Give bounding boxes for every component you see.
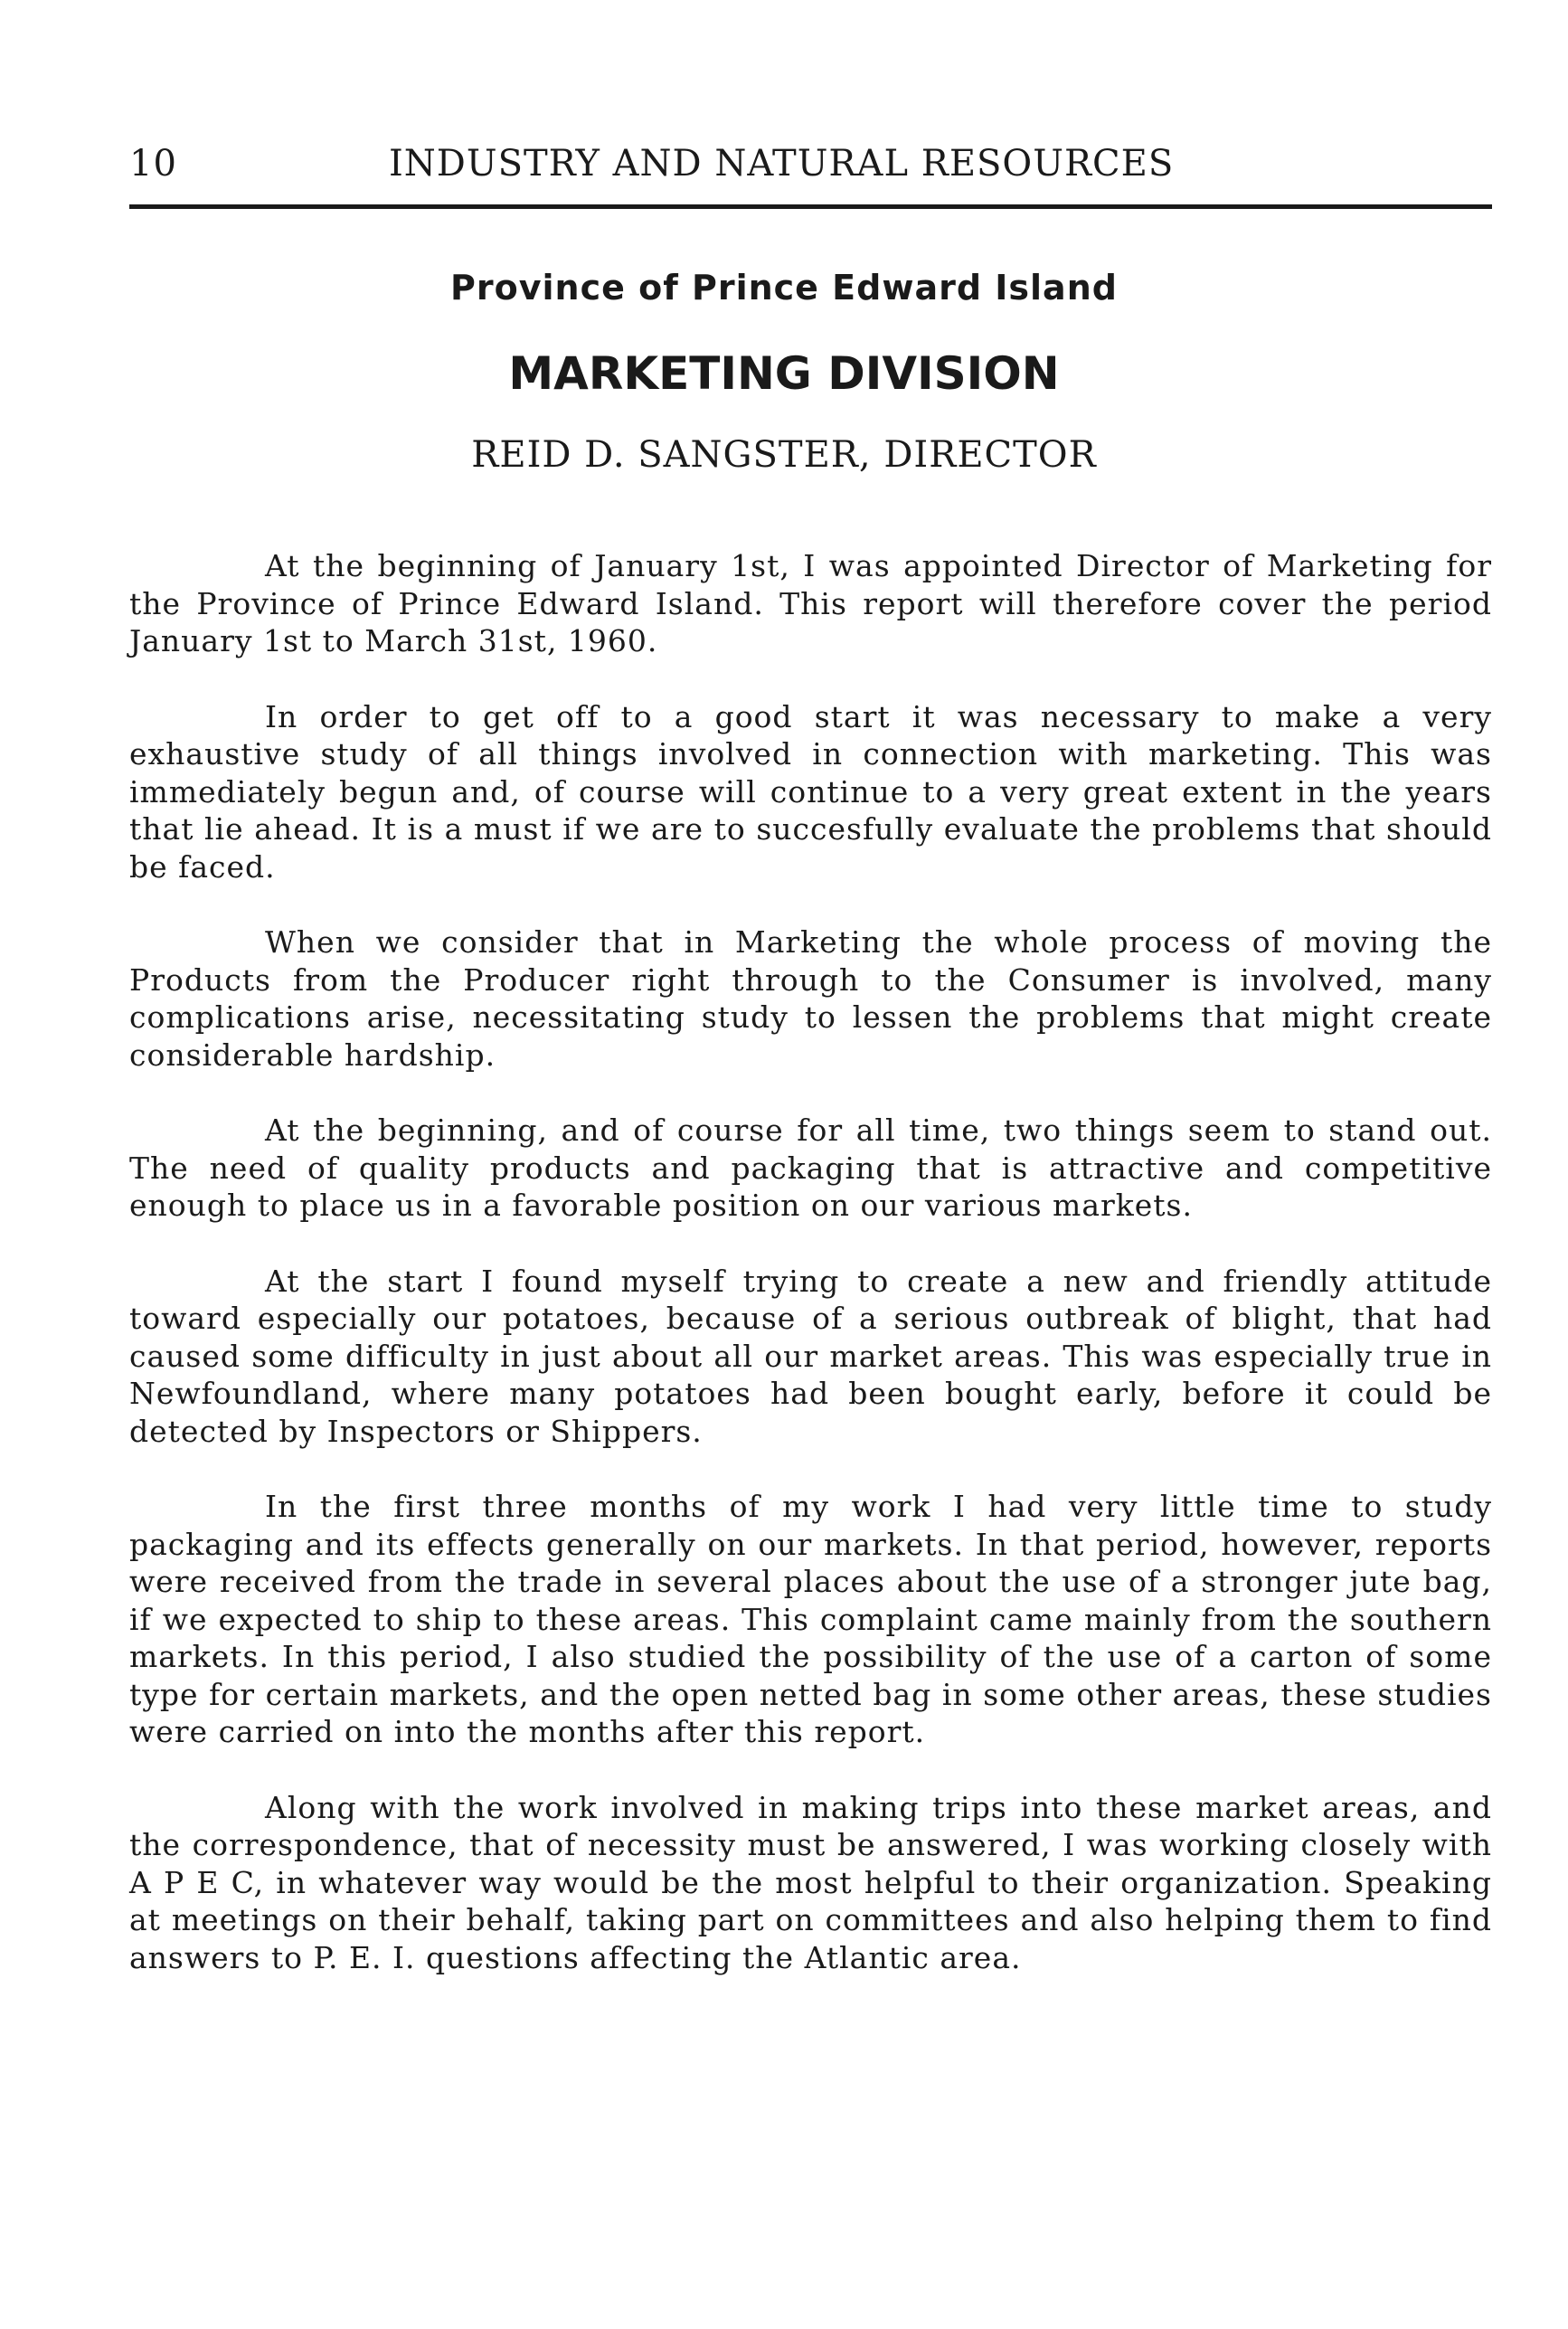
director-line: REID D. SANGSTER, DIRECTOR (471, 434, 1097, 476)
header-rule (129, 204, 1492, 209)
paragraph: In the first three months of my work I had very little time to study packaging and its effects generally on our markets. In that period, however, reports were received from the trade in several places about the use of a stronger jute bag, if we expected to ship to these areas. This complaint came mainly from the southern markets. In this period, I also studied the possibility of the use of a carton of some type for certain markets, and the open netted bag in some other areas, these studies were carried on into the months after this report. (129, 1489, 1492, 1749)
paragraph: Along with the work involved in making trips into these market areas, and the correspondence, that of necessity must be answered, I was working closely with A P E C, in whatever way would be the most helpful to their organization. Speaking at meetings on their behalf, taking part on committees and also helping them to find answers to P. E. I. questions affecting the Atlantic area. (129, 1789, 1492, 1975)
report-body (129, 547, 1492, 2014)
province-heading: Province of Prince Edward Island (450, 268, 1118, 308)
running-head: INDUSTRY AND NATURAL RESOURCES (389, 143, 1175, 185)
paragraph: When we consider that in Marketing the whole process of moving the Products from the Producer right through to the Consumer is involved, many complications arise, necessitating study to lessen the problems that might create considerable hardship. (129, 924, 1492, 1073)
paragraph: At the beginning, and of course for all time, two things seem to stand out. The need of quality products and packaging that is attractive and competitive enough to place us in a favorable position on our various markets. (129, 1112, 1492, 1223)
paragraph: In order to get off to a good start it was necessary to make a very exhaustive study of all things involved in connection with marketing. This was immediately begun and, of course will continue to a very great extent in the years that lie ahead. It is a must if we are to succesfully evaluate the problems that should be faced. (129, 698, 1492, 885)
paragraph: At the beginning of January 1st, I was appointed Director of Marketing for the Province of Prince Edward Island. This report will therefore cover the period January 1st to March 31st, 1960. (129, 548, 1492, 658)
paragraph: At the start I found myself trying to create a new and friendly attitude toward especially our potatoes, because of a serious outbreak of blight, that had caused some difficulty in just about all our market areas. This was especially true in Newfoundland, where many potatoes had been bought early, before it could be detected by Inspectors or Shippers. (129, 1263, 1492, 1449)
page-number: 10 (129, 143, 177, 185)
division-title: MARKETING DIVISION (508, 347, 1060, 400)
